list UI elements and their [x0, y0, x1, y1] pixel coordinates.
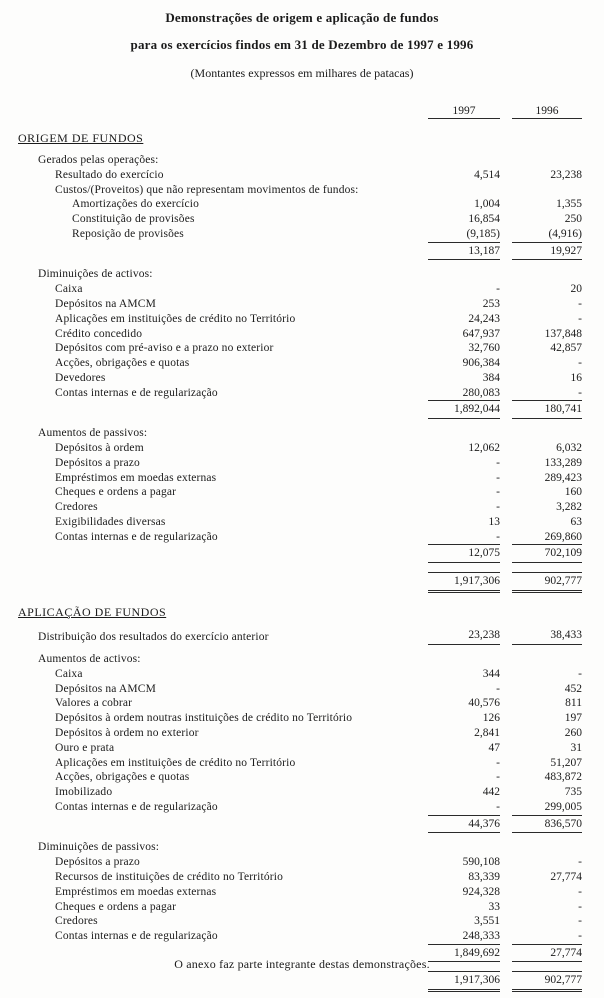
row-label: Acções, obrigações e quotas	[55, 771, 190, 784]
statement-row	[0, 515, 604, 530]
subtotal-row	[0, 815, 604, 834]
amount-1997: 32,760	[468, 342, 500, 355]
row-label: Caixa	[55, 283, 83, 296]
statement-row	[0, 182, 604, 197]
amount-1997: 23,238	[428, 628, 500, 645]
row-label: Contas internas e de regularização	[55, 930, 218, 943]
row-label: Depósitos à ordem no exterior	[55, 727, 199, 740]
row-label: Depósitos com pré-aviso e a prazo no exterior	[55, 342, 274, 355]
statement-row	[0, 227, 604, 242]
amount-1997: 2,841	[474, 727, 500, 740]
amount-1996: -	[578, 312, 582, 325]
amount-1997: 253	[482, 297, 500, 310]
amount-1996: 31	[570, 741, 582, 754]
amount-1996: -	[578, 667, 582, 680]
statement-row	[0, 197, 604, 212]
amount-1997: -	[496, 771, 500, 784]
row-label: Distribuição dos resultados do exercício anterior	[38, 631, 269, 644]
row-label: Crédito concedido	[55, 327, 143, 340]
statement-row	[0, 785, 604, 800]
row-label: Aumentos de passivos:	[38, 427, 148, 440]
amount-1996: 160	[564, 486, 582, 499]
statement-row	[0, 312, 604, 327]
row-label: Empréstimos em moedas externas	[55, 471, 217, 484]
amount-1996: -	[578, 930, 582, 943]
statement-row	[0, 267, 604, 282]
statement-row	[0, 741, 604, 756]
amount-1996: -	[578, 386, 582, 399]
statement-row	[0, 840, 604, 855]
statement-row	[0, 386, 604, 401]
row-label: Empréstimos em moedas externas	[55, 885, 217, 898]
statement-row	[0, 282, 604, 297]
row-label: Custos/(Proveitos) que não representam movimentos de fundos:	[55, 183, 359, 196]
statement-row	[0, 212, 604, 227]
amount-1997: 384	[482, 371, 500, 384]
row-label: Depósitos à ordem noutras instituições de crédito no Território	[55, 712, 353, 725]
amount-1996: 51,207	[550, 756, 582, 769]
statement-row	[0, 800, 604, 815]
amount-1997: 83,339	[468, 871, 500, 884]
row-label: Aumentos de activos:	[38, 653, 141, 666]
amount-1996: 133,289	[544, 456, 582, 469]
amount-1996: 299,005	[544, 801, 582, 814]
row-label: Resultado do exercício	[55, 168, 164, 181]
row-label: Depósitos na AMCM	[55, 682, 156, 695]
statement-row	[0, 441, 604, 456]
amount-1997: 1,849,692	[428, 944, 500, 963]
statement-row	[0, 696, 604, 711]
subtotal-row	[0, 544, 604, 563]
amount-1996: -	[578, 297, 582, 310]
statement-row	[0, 870, 604, 885]
amount-1997: 12,062	[468, 441, 500, 454]
amount-1997: 33	[488, 900, 500, 913]
row-label: Recursos de instituições de crédito no Território	[55, 871, 283, 884]
row-label: Acções, obrigações e quotas	[55, 357, 190, 370]
amount-1997: 3,551	[474, 915, 500, 928]
amount-1996: 27,774	[512, 944, 582, 963]
row-label: Depósitos à ordem	[55, 441, 144, 454]
amount-1996: 197	[564, 712, 582, 725]
row-label: Gerados pelas operações:	[38, 154, 159, 166]
row-label: Depósitos na AMCM	[55, 297, 156, 310]
row-label: Amortizações do exercício	[72, 198, 199, 211]
amount-1997: 647,937	[462, 327, 500, 340]
row-label: Depósitos a prazo	[55, 456, 140, 469]
statement-row	[0, 899, 604, 914]
amount-1996: 289,423	[544, 471, 582, 484]
amount-1996: -	[578, 915, 582, 928]
amount-1996: -	[578, 900, 582, 913]
amount-1996: 836,570	[512, 815, 582, 834]
statement-row	[0, 652, 604, 667]
amount-1997: 16,854	[468, 213, 500, 226]
total-row	[0, 971, 604, 992]
statement-row	[0, 153, 604, 168]
amount-1996: 63	[570, 515, 582, 528]
amount-1997: 248,333	[462, 930, 500, 943]
amount-1996: -	[578, 357, 582, 370]
amount-1996: 42,857	[550, 342, 582, 355]
amount-1996: -	[578, 856, 582, 869]
amount-1997: -	[496, 486, 500, 499]
statement-row	[0, 726, 604, 741]
statement-row	[0, 755, 604, 770]
statement-row	[0, 426, 604, 441]
amount-1997: 280,083	[462, 386, 500, 399]
amount-1997: 13	[488, 515, 500, 528]
statement-row	[0, 356, 604, 371]
row-label: Cheques e ordens a pagar	[55, 900, 177, 913]
amount-1997: 24,243	[468, 312, 500, 325]
amount-1997: 13,187	[428, 242, 500, 261]
amount-1996: 250	[564, 213, 582, 226]
amount-1996: 16	[570, 371, 582, 384]
amount-1996: 702,109	[512, 544, 582, 563]
year-column-headers	[0, 105, 604, 119]
amount-1996: 260	[564, 727, 582, 740]
statement-row	[0, 500, 604, 515]
amount-1997: 590,108	[462, 856, 500, 869]
document-title-line2: para os exercícios findos em 31 de Dezembro de 1997 e 1996	[130, 37, 474, 52]
amount-1997: -	[496, 756, 500, 769]
amount-1997: -	[496, 530, 500, 543]
amount-1997: 12,075	[428, 544, 500, 563]
amount-1997: (9,185)	[466, 227, 500, 240]
col-header-1997: 1997	[428, 105, 500, 119]
amount-1997: -	[496, 682, 500, 695]
statement-row	[0, 855, 604, 870]
amount-1996: -	[578, 885, 582, 898]
amount-1997: 4,514	[474, 168, 500, 181]
amount-1996: 19,927	[512, 242, 582, 261]
row-label: Contas internas e de regularização	[55, 386, 218, 399]
row-label: Imobilizado	[55, 786, 113, 799]
amount-1997: -	[496, 471, 500, 484]
amount-1997: -	[496, 501, 500, 514]
row-label: Contas internas e de regularização	[55, 801, 218, 814]
amount-1997: 442	[482, 786, 500, 799]
amount-1997: 47	[488, 741, 500, 754]
row-label: Cheques e ordens a pagar	[55, 486, 177, 499]
amount-1997: 924,328	[462, 885, 500, 898]
amount-1997: 126	[482, 712, 500, 725]
amount-1996: 180,741	[512, 400, 582, 419]
amount-1996: (4,916)	[548, 227, 582, 240]
row-label: Ouro e prata	[55, 741, 115, 754]
col-header-1996: 1996	[512, 105, 582, 119]
row-label: Caixa	[55, 667, 83, 680]
amount-1996: 137,848	[544, 327, 582, 340]
row-label: Credores	[55, 915, 98, 928]
amount-1997: 906,384	[462, 357, 500, 370]
statement-row	[0, 929, 604, 944]
document-header	[0, 0, 604, 81]
statement-row	[0, 667, 604, 682]
amount-1997: -	[496, 456, 500, 469]
row-label: Devedores	[55, 371, 106, 384]
amount-1996: 483,872	[544, 771, 582, 784]
amount-1997: 44,376	[428, 815, 500, 834]
total-row	[0, 572, 604, 593]
section-title: ORIGEM DE FUNDOS	[18, 131, 144, 146]
footer-note: O anexo faz parte integrante destas demonstrações.	[174, 957, 430, 971]
statement-row	[0, 681, 604, 696]
subtotal-row	[0, 400, 604, 419]
row-label: Credores	[55, 501, 98, 514]
statement-row	[0, 770, 604, 785]
amount-1997: 1,004	[474, 198, 500, 211]
statement-row	[0, 914, 604, 929]
amount-1997: 344	[482, 667, 500, 680]
row-label: Constituição de provisões	[72, 213, 195, 226]
statement-row	[0, 628, 604, 645]
row-label: Valores a cobrar	[55, 697, 133, 710]
amount-1996: 3,282	[556, 501, 582, 514]
row-label: Depósitos a prazo	[55, 856, 140, 869]
amount-1997: -	[496, 283, 500, 296]
statement-row	[0, 885, 604, 900]
row-label: Reposição de provisões	[72, 227, 184, 240]
amount-1996: 902,777	[512, 971, 582, 992]
amount-1997: -	[496, 801, 500, 814]
amount-1996: 1,355	[556, 198, 582, 211]
statement-row	[0, 470, 604, 485]
amount-1996: 269,860	[544, 530, 582, 543]
row-label: Diminuições de activos:	[38, 268, 153, 281]
amount-1996: 735	[564, 786, 582, 799]
section-heading-row	[0, 131, 604, 146]
amount-1997: 1,892,044	[428, 400, 500, 419]
row-label: Exigibilidades diversas	[55, 515, 166, 528]
section-title: APLICAÇÃO DE FUNDOS	[18, 604, 167, 619]
row-label: Aplicações em instituições de crédito no Território	[55, 756, 296, 769]
statement-row	[0, 326, 604, 341]
statement-row	[0, 297, 604, 312]
statement-rows	[0, 131, 604, 992]
amount-1996: 6,032	[556, 441, 582, 454]
statement-row	[0, 485, 604, 500]
subtotal-row	[0, 242, 604, 261]
amount-1996: 20	[570, 283, 582, 296]
amount-1996: 902,777	[512, 572, 582, 593]
amount-1996: 23,238	[550, 168, 582, 181]
statement-row	[0, 168, 604, 183]
document-title-line1: Demonstrações de origem e aplicação de fundos	[165, 10, 439, 25]
amount-1997: 1,917,306	[428, 971, 500, 992]
section-heading-row	[0, 605, 604, 620]
amount-1997: 1,917,306	[428, 572, 500, 593]
statement-row	[0, 341, 604, 356]
statement-row	[0, 371, 604, 386]
statement-row	[0, 711, 604, 726]
amount-1996: 811	[565, 697, 582, 710]
statement-row	[0, 530, 604, 545]
currency-note: (Montantes expressos em milhares de patacas)	[190, 66, 414, 80]
amount-1996: 452	[564, 682, 582, 695]
statement-row	[0, 456, 604, 471]
amount-1996: 27,774	[550, 871, 582, 884]
amount-1996: 38,433	[512, 628, 582, 645]
row-label: Contas internas e de regularização	[55, 530, 218, 543]
amount-1997: 40,576	[468, 697, 500, 710]
row-label: Diminuições de passivos:	[38, 841, 160, 854]
row-label: Aplicações em instituições de crédito no Território	[55, 312, 296, 325]
